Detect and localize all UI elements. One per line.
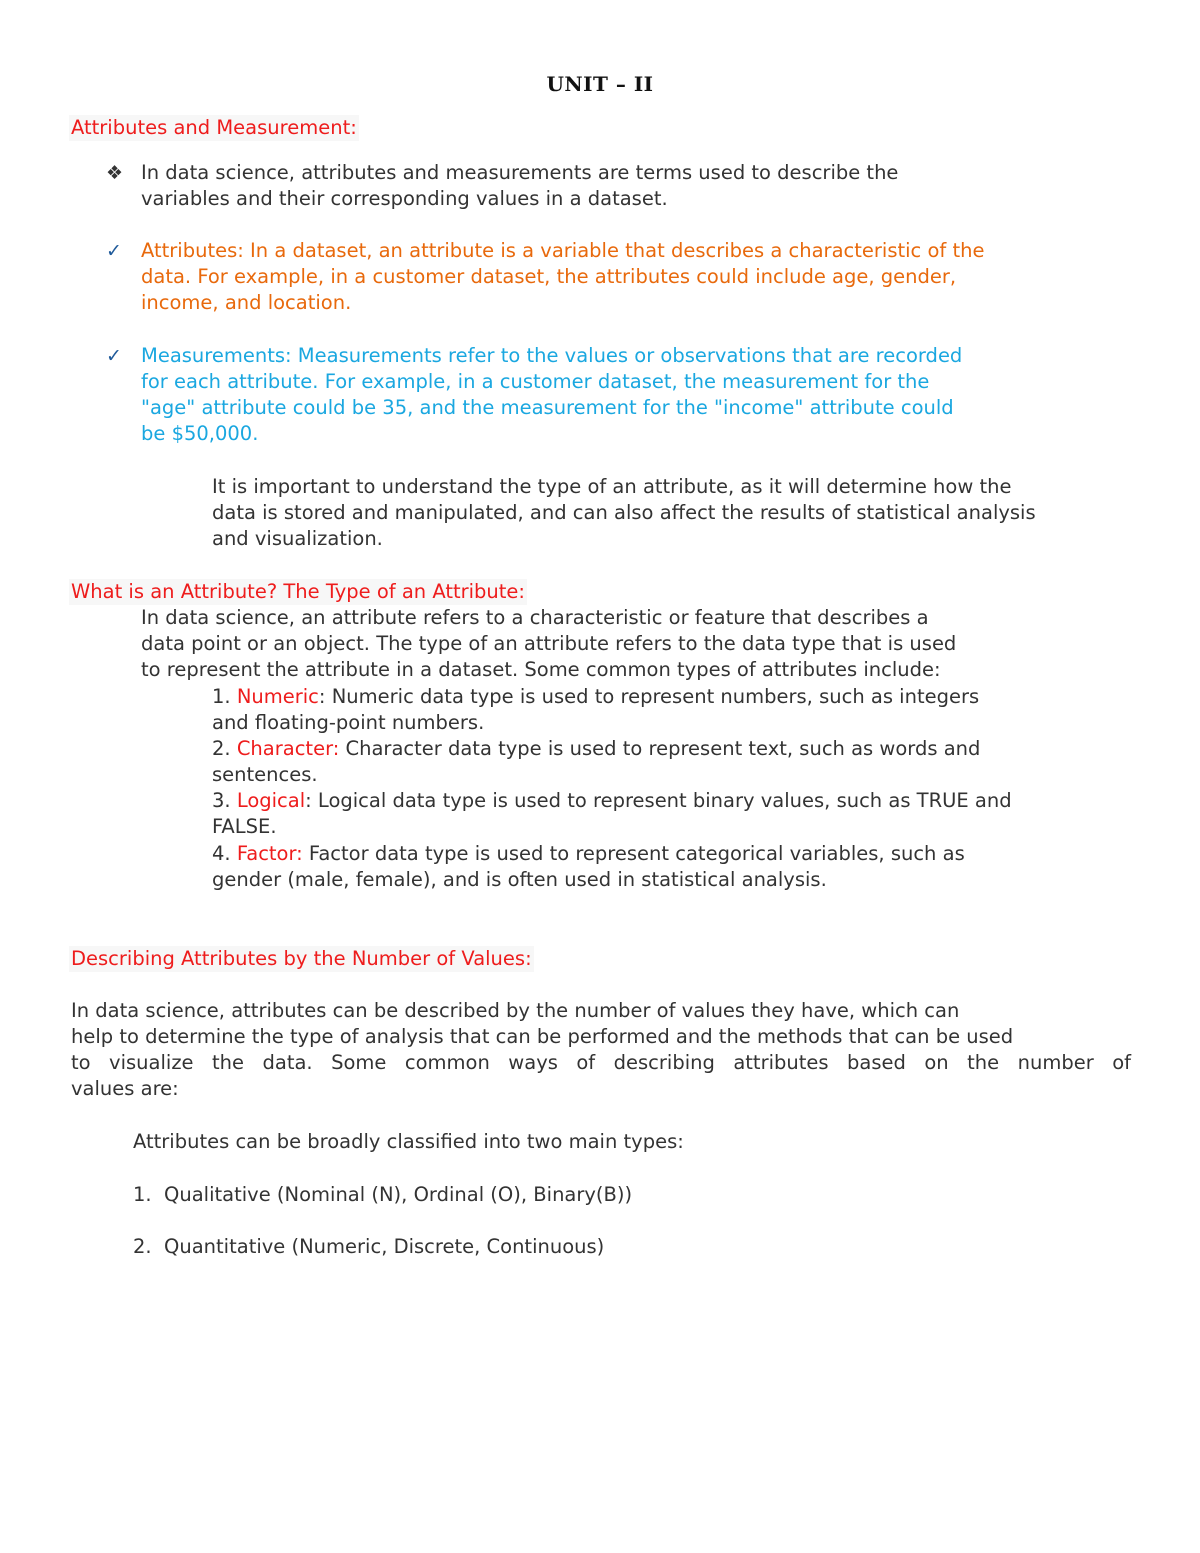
intro-bullet-line-1: In data science, attributes and measurements are terms used to describe the [141,161,899,184]
type-name: Factor: [236,842,303,865]
check-icon: ✓ [106,345,122,367]
type-item-character: 2. Character: Character data type is used to represent text, such as words and [212,737,981,760]
classification-intro: Attributes can be broadly classified into two main types: [133,1130,684,1153]
values-para-line-2: help to determine the type of analysis that can be performed and the methods that can be used [71,1025,1014,1048]
note-line-2: data is stored and manipulated, and can also affect the results of statistical analysis [212,501,1036,524]
note-line-3: and visualization. [212,527,383,550]
type-name: Logical [236,789,306,812]
section-heading-attributes-measurement: Attributes and Measurement: [71,116,357,139]
attributes-line-2: data. For example, in a customer dataset, the attributes could include age, gender, [141,265,957,288]
type-item-numeric-line-2: and floating-point numbers. [212,711,485,734]
intro-bullet-line-2: variables and their corresponding values in a dataset. [141,187,668,210]
type-intro-line-2: data point or an object. The type of an attribute refers to the data type that is used [141,632,957,655]
values-para-line-1: In data science, attributes can be described by the number of values they have, which can [71,999,960,1022]
values-para-line-3: to visualize the data. Some common ways of describing attributes based on the number of [71,1051,1131,1074]
note-line-1: It is important to understand the type of an attribute, as it will determine how the [212,475,1012,498]
type-item-character-line-2: sentences. [212,763,318,786]
type-item-logical: 3. Logical: Logical data type is used to represent binary values, such as TRUE and [212,789,1012,812]
type-item-factor: 4. Factor: Factor data type is used to represent categorical variables, such as [212,842,965,865]
check-icon: ✓ [106,240,122,262]
page-title: UNIT – II [546,72,654,96]
type-name: Character: [236,737,340,760]
type-item-logical-line-2: FALSE. [212,815,277,838]
diamond-bullet-icon: ❖ [106,162,124,184]
type-item-numeric: 1. Numeric: Numeric data type is used to represent numbers, such as integers [212,685,980,708]
measurements-line-4: be $50,000. [141,422,259,445]
measurements-line-2: for each attribute. For example, in a customer dataset, the measurement for the [141,370,930,393]
type-intro-line-3: to represent the attribute in a dataset. Some common types of attributes include: [141,658,941,681]
values-para-line-4: values are: [71,1077,179,1100]
measurements-line-3: "age" attribute could be 35, and the measurement for the "income" attribute could [141,396,954,419]
type-item-factor-line-2: gender (male, female), and is often used in statistical analysis. [212,868,827,891]
attributes-line-1: Attributes: In a dataset, an attribute is a variable that describes a characteristic of the [141,239,985,262]
main-type-quantitative: 2. Quantitative (Numeric, Discrete, Continuous) [133,1235,605,1258]
section-heading-number-of-values: Describing Attributes by the Number of Values: [71,947,532,970]
attributes-line-3: income, and location. [141,291,352,314]
type-name: Numeric [236,685,319,708]
type-intro-line-1: In data science, an attribute refers to a characteristic or feature that describes a [141,606,929,629]
main-type-qualitative: 1. Qualitative (Nominal (N), Ordinal (O), Binary(B)) [133,1183,633,1206]
measurements-line-1: Measurements: Measurements refer to the values or observations that are recorded [141,344,963,367]
section-heading-attribute-type: What is an Attribute? The Type of an Attribute: [71,580,525,603]
